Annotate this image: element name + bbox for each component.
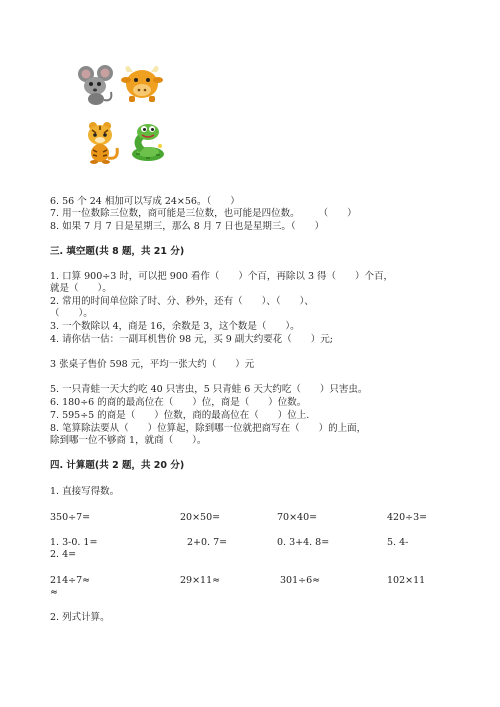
calc-item: 1. 3-0. 1= [50,537,98,548]
tiger-icon [79,120,121,164]
calc-item: 70×40= [277,512,318,523]
ox-icon [121,64,163,104]
fill-question-4: 4. 请你估一估：一副耳机售价 98 元，买 9 副大约要花（ ）元; [50,334,333,345]
judge-question-6: 6. 56 个 24 相加可以写成 24×56。（ ） [50,196,240,207]
mouse-icon [76,64,116,106]
calc-item: 102×11 [387,575,426,586]
fill-question-1-cont: 就是（ ）。 [50,283,112,294]
fill-question-1: 1. 口算 900÷3 时，可以把 900 看作（ ）个百，再除以 3 得（ ）个百， [50,271,394,282]
calc-sub-2: 2. 列式计算。 [50,612,110,623]
calc-item: 2+0. 7= [187,537,228,548]
fill-question-4-cont: 3 张桌子售价 598 元，平均一张大约（ ）元 [50,359,255,370]
snake-icon [124,120,168,162]
judge-question-7: 7. 用一位数除三位数，商可能是三位数，也可能是四位数。 （ ） [50,208,357,219]
calc-item: 0. 3+4. 8= [277,537,330,548]
fill-question-6: 6. 180÷6 的商的最高位在（ ）位，商是（ ）位数。 [50,397,307,408]
calc-item: 214÷7≈ [50,575,91,586]
section-3-title: 三. 填空题(共 8 题，共 21 分) [50,246,185,257]
calc-item: 350÷7= [50,512,91,523]
judge-question-8: 8. 如果 7 月 7 日是星期三，那么 8 月 7 日也是星期三。（ ） [50,221,325,232]
fill-question-3: 3. 一个数除以 4，商是 16，余数是 3，这个数是（ ）。 [50,321,300,332]
fill-question-8: 8. 笔算除法要从（ ）位算起，除到哪一位就把商写在（ ）的上面， [50,423,367,434]
section-4-title: 四. 计算题(共 2 题，共 20 分) [50,460,185,471]
fill-question-7: 7. 595÷5 的商是（ ）位数，商的最高位在（ ）位上. [50,410,310,421]
fill-question-2: 2. 常用的时间单位除了时、分、秒外，还有（ ）、（ ）、 [50,296,314,307]
calc-sub-1: 1. 直接写得数。 [50,486,120,497]
calc-item: 20×50= [180,512,221,523]
fill-question-8-cont: 除到哪一位不够商 1，就商（ ）。 [50,435,207,446]
fill-question-5: 5. 一只青蛙一天大约吃 40 只害虫，5 只青蛙 6 天大约吃（ ）只害虫。 [50,384,368,395]
calc-item-wrap: ≈ [50,587,58,598]
calc-item-wrap: 2. 4= [50,549,77,560]
fill-question-2-cont: （ ）。 [50,308,93,319]
calc-item: 29×11≈ [180,575,221,586]
calc-item: 301÷6≈ [280,575,321,586]
calc-item: 5. 4- [387,537,409,548]
calc-item: 420÷3= [387,512,428,523]
